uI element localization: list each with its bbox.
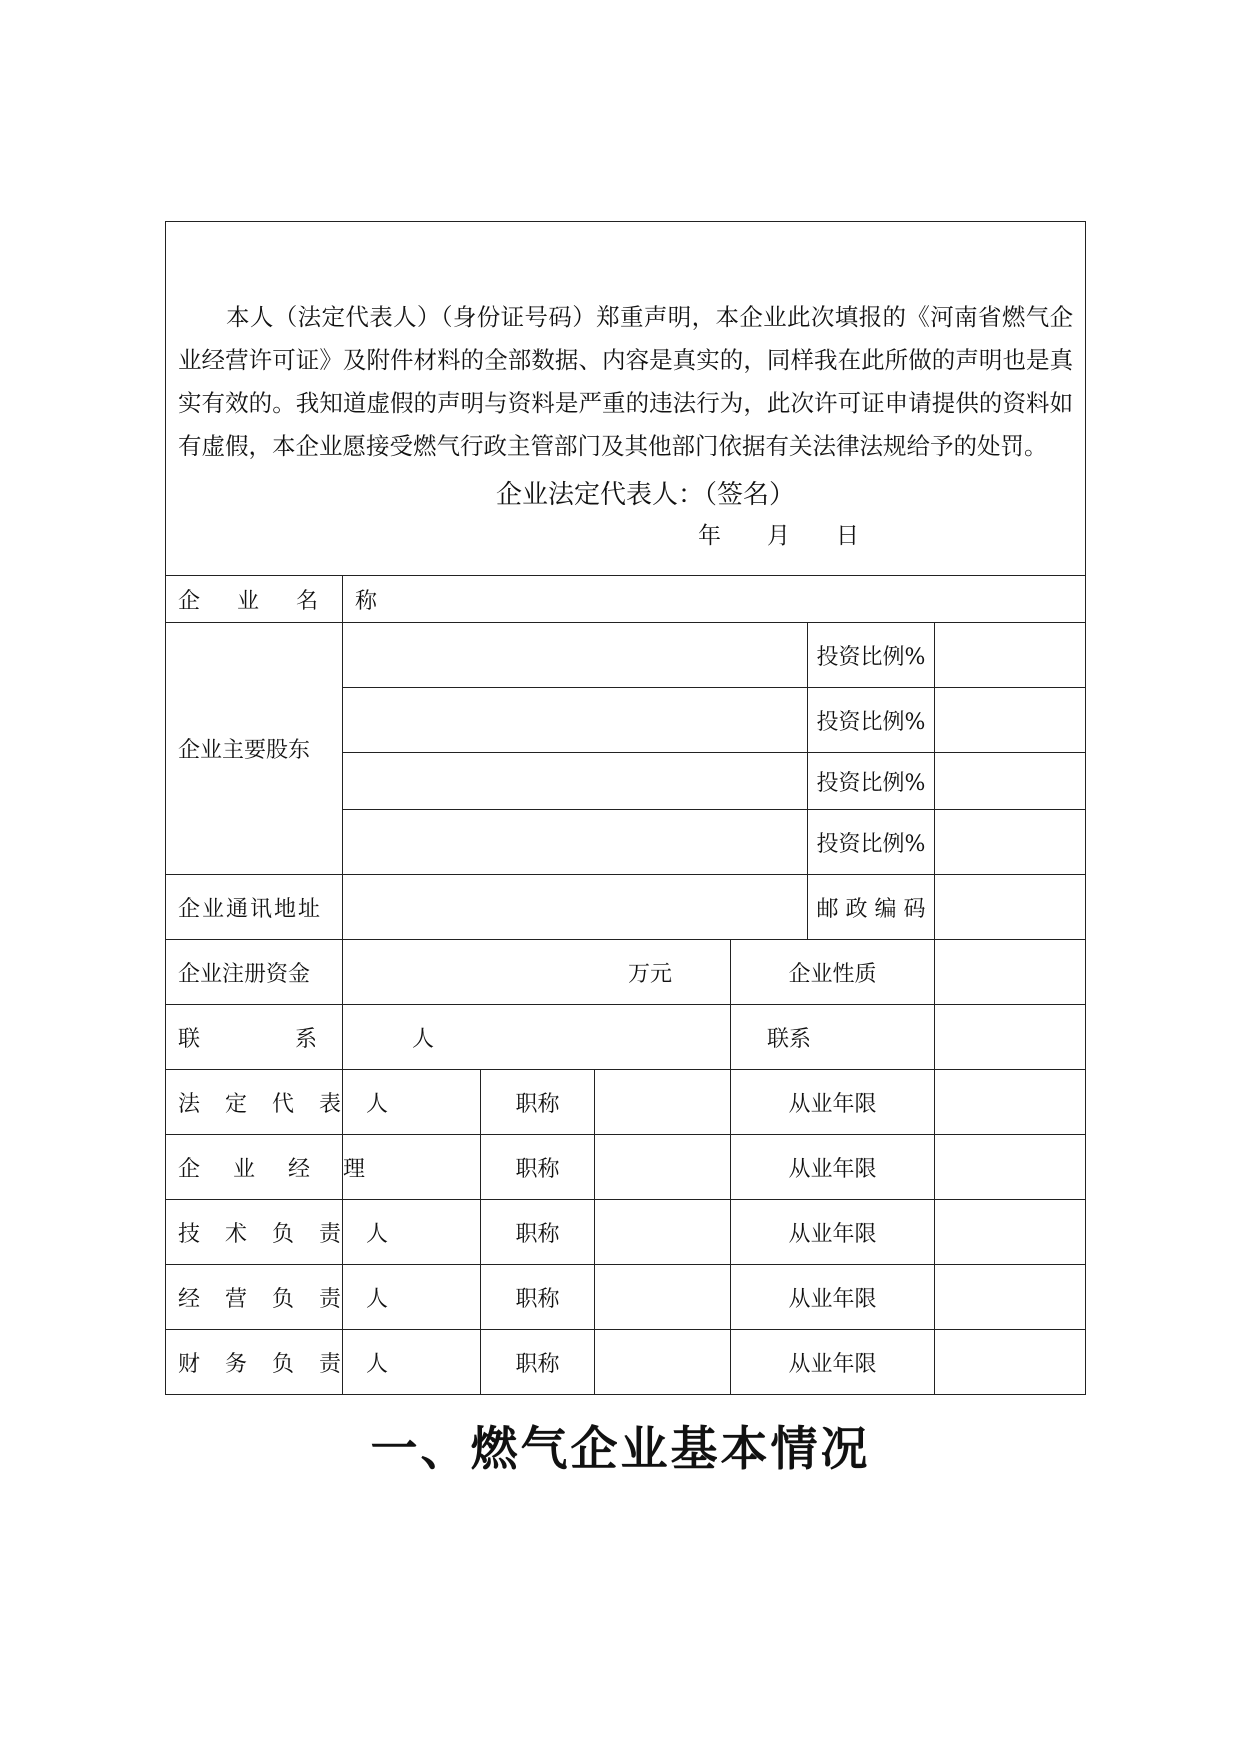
signature-label: 企业法定代表人：（签名） [496,479,796,510]
capital-unit: 万元 [627,961,672,987]
shareholder-4-field[interactable] [343,810,808,875]
company-nature-label: 企业性质 [731,940,935,1005]
legal-rep-title-field[interactable] [595,1070,731,1135]
manager-years-field[interactable] [935,1135,1086,1200]
shareholder-1-field[interactable] [343,623,808,688]
investment-ratio-label-4: 投资比例% [808,810,935,875]
date-month: 月 [767,522,790,549]
investment-ratio-field-2[interactable] [935,688,1086,753]
investment-ratio-field-3[interactable] [935,753,1086,810]
legal-rep-title-label: 职称 [481,1070,595,1135]
operations-head-title-label: 职称 [481,1265,595,1330]
investment-ratio-field-1[interactable] [935,623,1086,688]
date-year: 年 [698,522,721,549]
shareholders-label: 企业主要股东 [166,623,343,875]
finance-head-title-label: 职称 [481,1330,595,1395]
license-application-form [165,221,1086,1395]
technical-head-years-label: 从业年限 [731,1200,935,1265]
finance-head-label: 财 务 负 责 人 [166,1330,343,1395]
technical-head-label: 技 术 负 责 人 [166,1200,343,1265]
legal-rep-years-field[interactable] [935,1070,1086,1135]
investment-ratio-label-1: 投资比例% [808,623,935,688]
date-day: 日 [836,522,859,549]
operations-head-title-field[interactable] [595,1265,731,1330]
manager-title-field[interactable] [595,1135,731,1200]
declaration-text: 本人（法定代表人）（身份证号码）郑重声明，本企业此次填报的《河南省燃气企业经营许可证》及附件材料的全部数据、内容是真实的，同样我在此所做的声明也是真实有效的。我知道虚假的声明与资料是严重的违法行为，此次许可证申请提供的资料如有虚假，本企业愿接受燃气行政主管部门及其他部门依据有关法律法规给予的处罚。 [178,302,1074,460]
declaration-cell [166,222,1086,576]
registered-capital-label: 企业注册资金 [166,940,343,1005]
company-nature-field[interactable] [935,940,1086,1005]
section-heading: 一、燃气企业基本情况 [370,1422,871,1477]
contact-person-label: 联 系 人 [166,1005,343,1070]
finance-head-years-label: 从业年限 [731,1330,935,1395]
contact-field[interactable] [935,1005,1086,1070]
date-line [166,517,1085,550]
investment-ratio-field-4[interactable] [935,810,1086,875]
operations-head-label: 经 营 负 责 人 [166,1265,343,1330]
technical-head-years-field[interactable] [935,1200,1086,1265]
technical-head-title-field[interactable] [595,1200,731,1265]
shareholder-2-field[interactable] [343,688,808,753]
legal-rep-years-label: 从业年限 [731,1070,935,1135]
address-field[interactable] [343,875,808,940]
legal-rep-label: 法 定 代 表 人 [166,1070,343,1135]
investment-ratio-label-3: 投资比例% [808,753,935,810]
manager-label: 企 业 经 理 [166,1135,343,1200]
manager-years-label: 从业年限 [731,1135,935,1200]
manager-title-label: 职称 [481,1135,595,1200]
operations-head-years-label: 从业年限 [731,1265,935,1330]
technical-head-title-label: 职称 [481,1200,595,1265]
investment-ratio-label-2: 投资比例% [808,688,935,753]
postal-code-label: 邮 政 编 码 [808,875,935,940]
company-name-label: 企 业 名 称 [166,576,343,623]
address-label: 企业通讯地址 [166,875,343,940]
operations-head-years-field[interactable] [935,1265,1086,1330]
shareholder-3-field[interactable] [343,753,808,810]
registered-capital-field[interactable] [343,940,731,1005]
finance-head-title-field[interactable] [595,1330,731,1395]
postal-code-field[interactable] [935,875,1086,940]
contact-label: 联系 [731,1005,935,1070]
finance-head-years-field[interactable] [935,1330,1086,1395]
company-name-field[interactable] [343,576,1086,623]
